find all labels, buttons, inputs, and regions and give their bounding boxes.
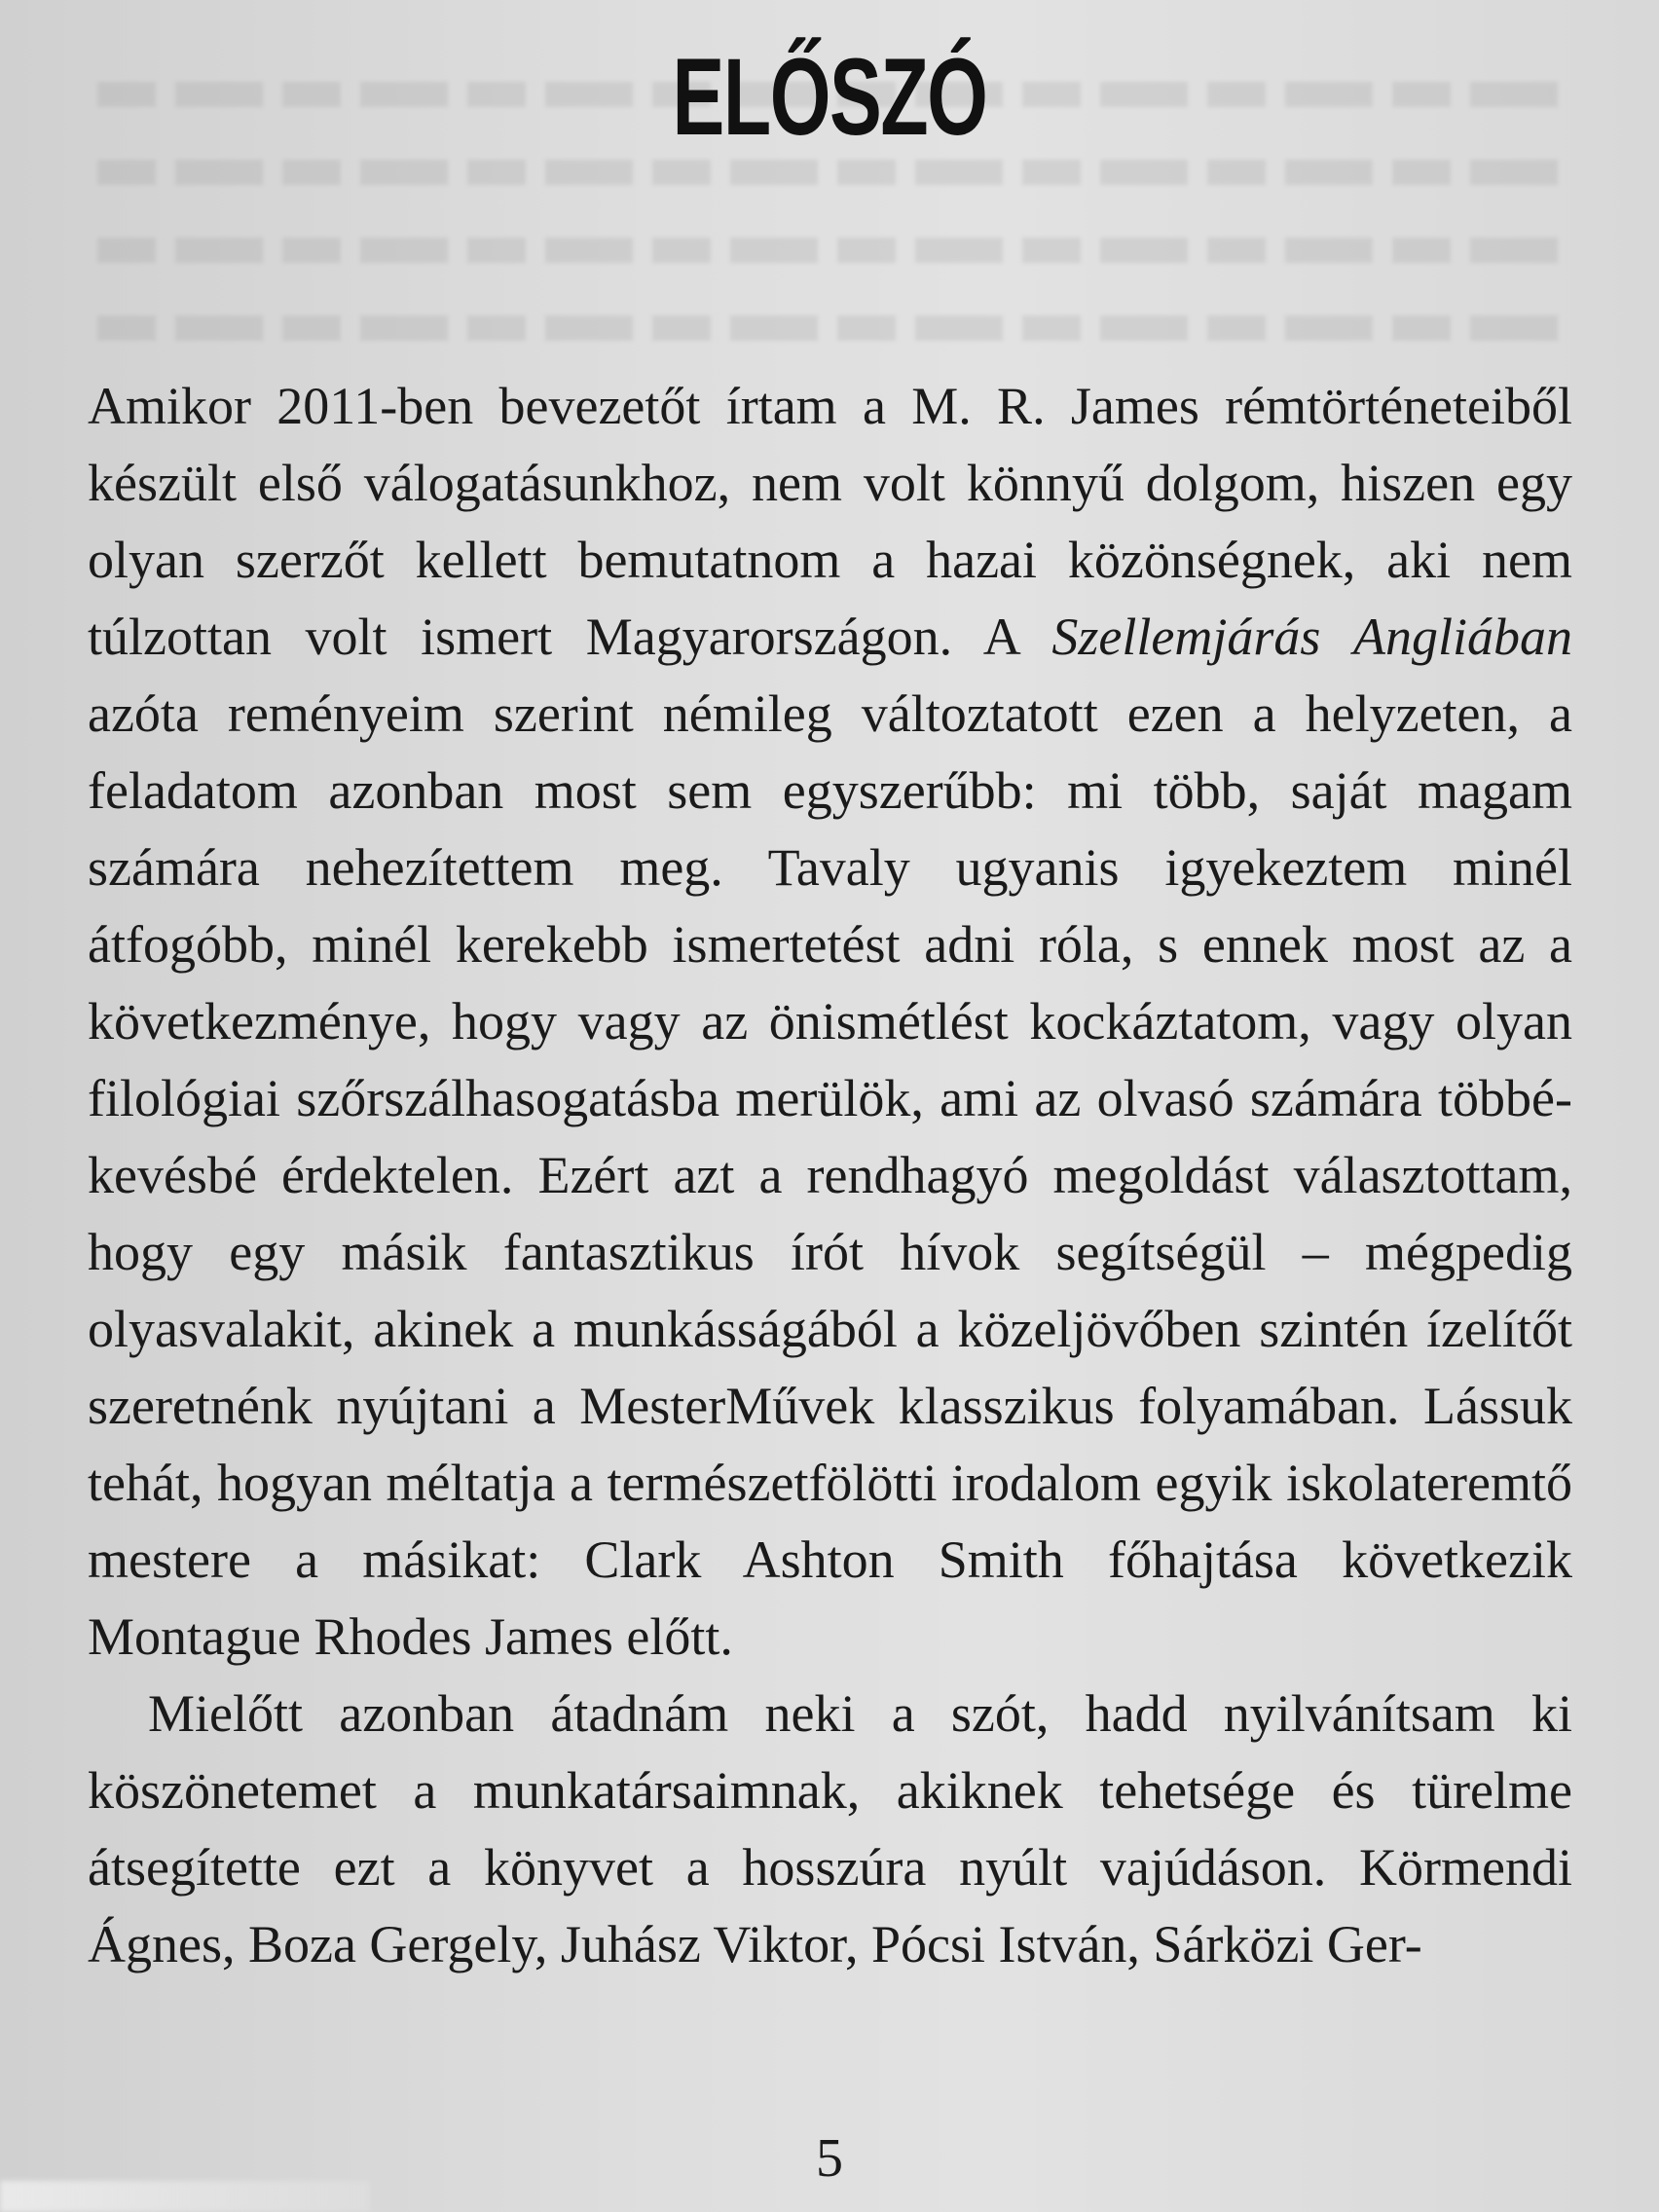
- watermark: [0, 2181, 370, 2212]
- page-number: 5: [816, 2128, 843, 2189]
- paragraph-1-text-b: azóta reményeim szerint némileg változtatott ezen a helyzeten, a feladatom azonban most sem egyszerűbb: mi több, saját magam számára nehezítettem meg. Tavaly ugyanis igyekeztem minél átfogóbb, minél kerekebb ismertetést adni róla, s ennek most az a következménye, hogy vagy az önismétlést kockáztatom, vagy olyan filológiai szőrszálhasogatásba merülök, ami az olvasó számára többé-kevésbé érdektelen. Ezért azt a rendhagyó megoldást választottam, hogy egy másik fantasztikus írót hívok segítségül – mégpedig olyasvalakit, akinek a munkásságából a közeljövőben szintén ízelítőt szeretnénk nyújtani a MesterMűvek klasszikus folyamában. Lássuk tehát, hogyan méltatja a természetfölötti irodalom egyik iskolateremtő mestere a másikat: Clark Ashton Smith főhajtása következik Montague Rhodes James előtt.: [88, 684, 1572, 1666]
- paragraph-1: [88, 368, 1572, 1676]
- body-text: [88, 368, 1572, 1983]
- paragraph-1-text-a: Amikor 2011-ben bevezetőt írtam a M. R. James rémtörténeteiből készült első válogatásunkhoz, nem volt könnyű dolgom, hiszen egy olyan szerzőt kellett bemutatnom a hazai közönségnek, aki nem túlzottan volt ismert Magyarországon. A: [88, 377, 1572, 666]
- paragraph-2: [88, 1676, 1572, 1983]
- chapter-heading: ELŐSZÓ: [672, 36, 987, 158]
- paragraph-2-text: Mielőtt azonban átadnám neki a szót, hadd nyilvánítsam ki köszönetemet a munkatársaimnak, akiknek tehetsége és türelme átsegítette ezt a könyvet a hosszúra nyúlt vajúdáson. Körmendi Ágnes, Boza Gergely, Juhász Viktor, Pócsi István, Sárközi Ger-: [88, 1684, 1572, 1973]
- book-title-italic: Szellemjárás Angliában: [1051, 608, 1572, 666]
